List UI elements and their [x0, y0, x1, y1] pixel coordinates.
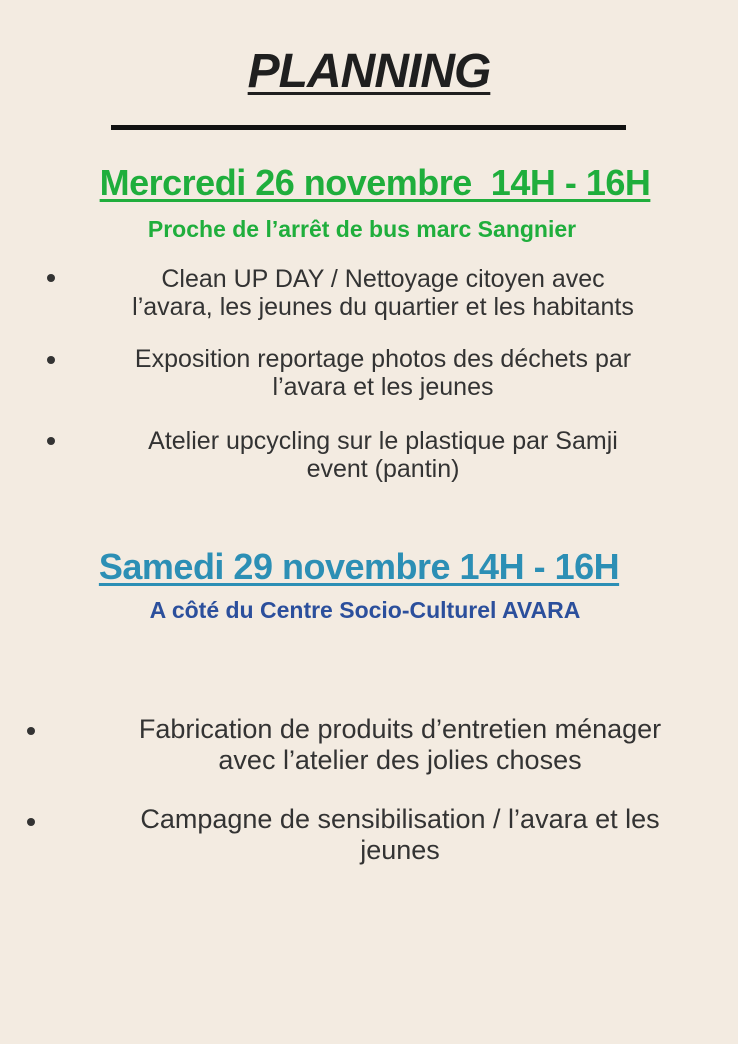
- day1-heading: Mercredi 26 novembre 14H - 16H: [99, 162, 651, 203]
- bullet-dot: [47, 437, 55, 445]
- day2-location: A côté du Centre Socio-Culturel AVARA: [149, 597, 581, 623]
- bullet-dot: [27, 727, 35, 735]
- day2-heading: Samedi 29 novembre 14H - 16H: [98, 546, 620, 587]
- list-item: [60, 714, 738, 776]
- list-item-line: Campagne de sensibilisation / l’avara et les: [140, 804, 660, 834]
- list-item: [78, 345, 688, 401]
- day1-location: Proche de l’arrêt de bus marc Sangnier: [147, 216, 577, 242]
- list-item-line: l’avara et les jeunes: [272, 373, 494, 401]
- bullet-dot: [27, 818, 35, 826]
- page-title: PLANNING: [247, 45, 491, 98]
- list-item-line: jeunes: [360, 835, 440, 865]
- bullet-dot: [47, 356, 55, 364]
- bullet-dot: [47, 274, 55, 282]
- list-item-line: avec l’atelier des jolies choses: [218, 745, 582, 775]
- list-item: [78, 265, 688, 321]
- list-item-line: l’avara, les jeunes du quartier et les habitants: [132, 293, 634, 321]
- list-item-line: Atelier upcycling sur le plastique par Samji: [148, 427, 618, 455]
- list-item-line: event (pantin): [306, 455, 460, 483]
- list-item: [60, 804, 738, 866]
- list-item-line: Exposition reportage photos des déchets par: [134, 345, 632, 373]
- list-item-line: Fabrication de produits d’entretien ménager: [138, 714, 662, 744]
- list-item: [78, 427, 688, 483]
- title-divider: [111, 125, 626, 130]
- list-item-line: Clean UP DAY / Nettoyage citoyen avec: [161, 265, 605, 293]
